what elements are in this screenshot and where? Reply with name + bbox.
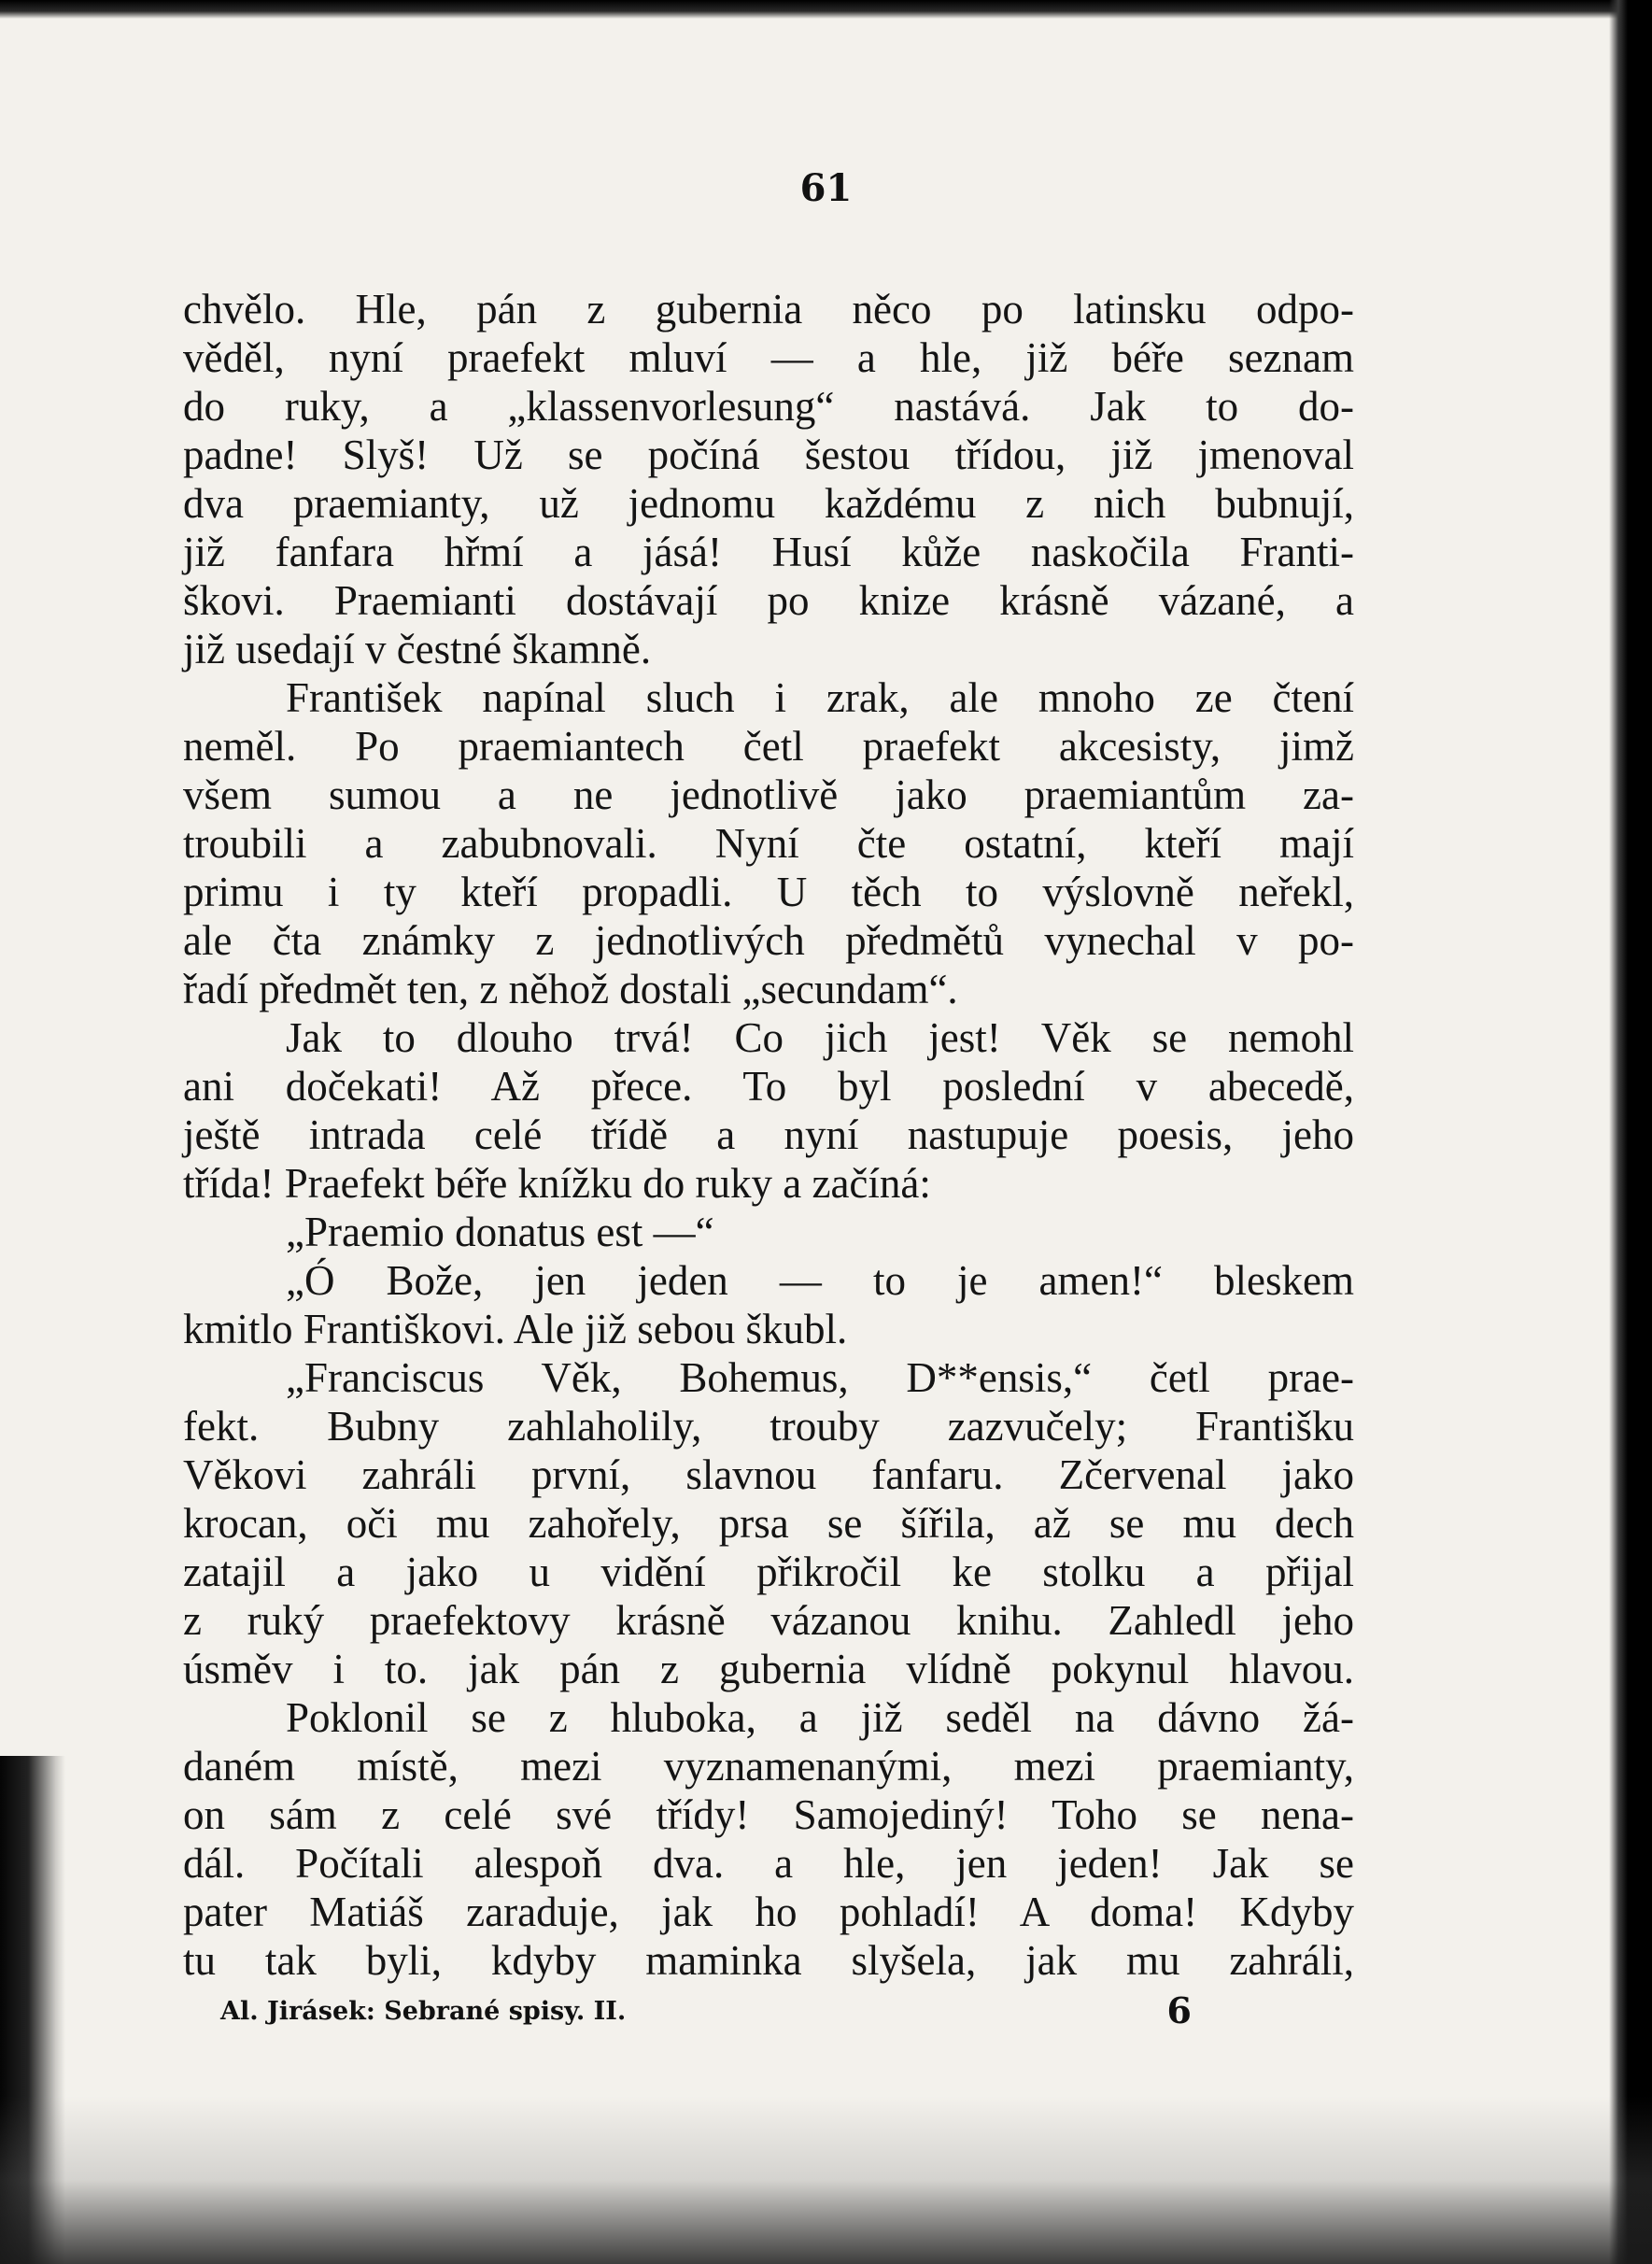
text-line: neměl. Po praemiantech četl praefekt akcesisty, jimž <box>183 723 1354 770</box>
text-line: věděl, nyní praefekt mluví — a hle, již béře seznam <box>183 334 1354 381</box>
text-line: dál. Počítali alespoň dva. a hle, jen jeden! Jak se <box>183 1840 1354 1887</box>
text-line: „Franciscus Věk, Bohemus, D**ensis,“ četl prae- <box>286 1354 1354 1401</box>
text-line: daném místě, mezi vyznamenanými, mezi praemianty, <box>183 1743 1354 1790</box>
text-line: chvělo. Hle, pán z gubernia něco po latinsku odpo- <box>183 286 1354 333</box>
text-line: fekt. Bubny zahlaholily, trouby zazvučely; Františku <box>183 1403 1354 1450</box>
text-line: třída! Praefekt béře knížku do ruky a začíná: <box>183 1160 931 1207</box>
text-line: on sám z celé své třídy! Samojediný! Toho se nena- <box>183 1791 1354 1838</box>
text-line: padne! Slyš! Už se počíná šestou třídou, již jmenoval <box>183 432 1354 478</box>
text-line: Jak to dlouho trvá! Co jich jest! Věk se nemohl <box>286 1014 1354 1061</box>
text-line: dva praemianty, už jednomu každému z nich bubnují, <box>183 480 1354 527</box>
text-line: řadí předmět ten, z něhož dostali „secundam“. <box>183 966 958 1012</box>
text-line: krocan, oči mu zahořely, prsa se šířila, až se mu dech <box>183 1500 1354 1547</box>
text-line: z ruký praefektovy krásně vázanou knihu. Zahledl jeho <box>183 1597 1354 1644</box>
text-line: tu tak byli, kdyby maminka slyšela, jak mu zahráli, <box>183 1937 1354 1984</box>
text-line: škovi. Praemianti dostávají po knize krásně vázané, a <box>183 577 1354 624</box>
scan-shadow-bottom <box>0 2096 1652 2264</box>
text-line: „Praemio donatus est —“ <box>286 1209 714 1255</box>
scan-border-right <box>1609 0 1652 2264</box>
text-line: úsměv i to. jak pán z gubernia vlídně pokynul hlavou. <box>183 1646 1354 1692</box>
text-line: již fanfara hřmí a jásá! Husí kůže naskočila Franti- <box>183 529 1354 575</box>
text-line: ještě intrada celé třídě a nyní nastupuje poesis, jeho <box>183 1111 1354 1158</box>
text-line: František napínal sluch i zrak, ale mnoho ze čtení <box>286 674 1354 721</box>
page-number: 61 <box>799 166 853 210</box>
text-line: „Ó Bože, jen jeden — to je amen!“ bleskem <box>286 1257 1354 1304</box>
body-text <box>183 285 1354 1985</box>
text-line: kmitlo Františkovi. Ale již sebou škubl. <box>183 1306 848 1352</box>
text-line: všem sumou a ne jednotlivě jako praemiantům za- <box>183 771 1354 818</box>
text-line: troubili a zabubnovali. Nyní čte ostatní, kteří mají <box>183 820 1354 867</box>
text-line: do ruky, a „klassenvorlesung“ nastává. Jak to do- <box>183 383 1354 430</box>
text-line: ani dočekati! Až přece. To byl poslední v abecedě, <box>183 1063 1354 1110</box>
text-line: zatajil a jako u vidění přikročil ke stolku a přijal <box>183 1549 1354 1595</box>
scan-border-top <box>0 0 1652 19</box>
text-line: pater Matiáš zaraduje, jak ho pohladí! A doma! Kdyby <box>183 1889 1354 1935</box>
text-line: již usedají v čestné škamně. <box>183 626 652 672</box>
page-footer <box>220 1989 1192 2036</box>
text-line: primu i ty kteří propadli. U těch to výslovně neřekl, <box>183 869 1354 915</box>
text-line: Poklonil se z hluboka, a již seděl na dávno žá- <box>286 1694 1354 1741</box>
text-line: Věkovi zahráli první, slavnou fanfaru. Zčervenal jako <box>183 1451 1354 1498</box>
footer-signature: Al. Jirásek: Sebrané spisy. II. <box>220 1997 627 2026</box>
footer-sheet-number: 6 <box>1166 1989 1192 2031</box>
text-line: ale čta známky z jednotlivých předmětů vynechal v po- <box>183 917 1354 964</box>
